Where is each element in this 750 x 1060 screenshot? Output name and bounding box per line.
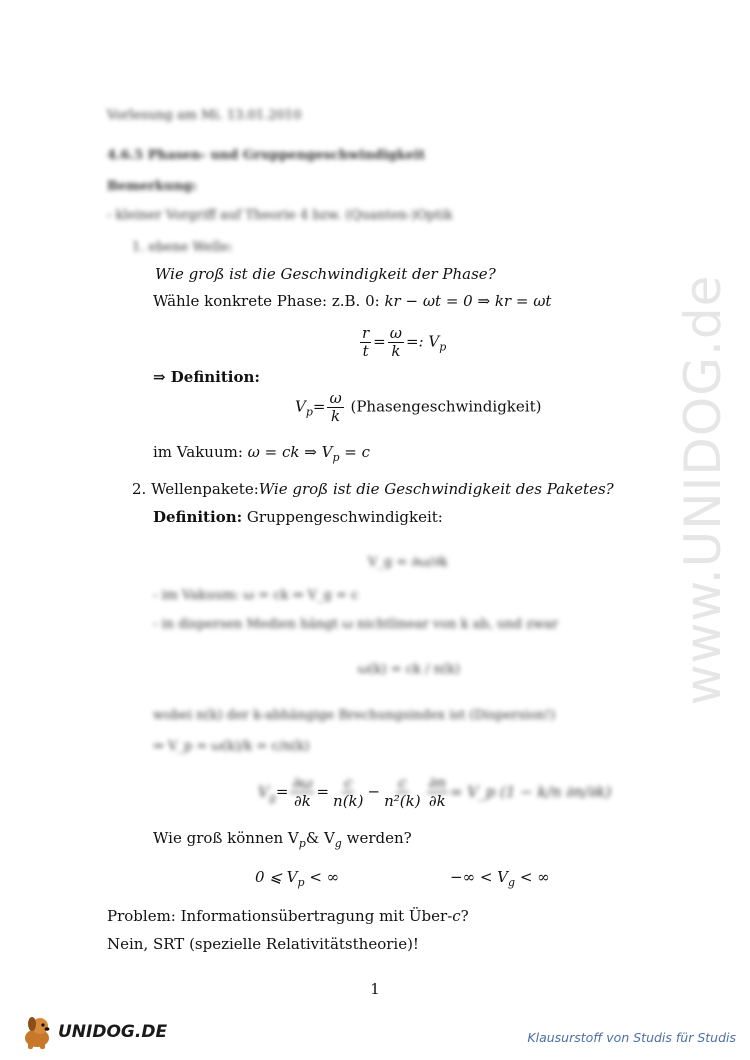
remark-text: - kleiner Vorgriff auf Theorie 4 bzw. (Quanten-)Optik (107, 208, 453, 223)
item2-question: Wie groß ist die Geschwindigkeit des Paketes? (258, 480, 614, 498)
item1-question: Wie groß ist die Geschwindigkeit der Phase? (155, 265, 496, 283)
how-big-line: Wie groß können $V_p\&$ $V_g$ werden? (153, 829, 412, 850)
item2-definition: Definition: Gruppengeschwindigkeit: (153, 508, 443, 526)
ratio-frac-wk: $\frac{\omega}{k}$ (389, 324, 402, 360)
vg-formula: V_g = ∂ω/∂k (368, 555, 448, 570)
ratio-rhs: =: V (405, 332, 440, 351)
dog-icon (20, 1014, 54, 1050)
watermark (648, 240, 750, 740)
footer-tagline: Klausurstoff von Studis für Studis (527, 1030, 736, 1045)
vp-frac: $\frac{\omega}{k}$ (329, 389, 342, 425)
problem-line: Problem: Informationsübertragung mit Über-c? (107, 907, 469, 925)
unidog-logo[interactable] (20, 1012, 167, 1052)
inequality-vp: 0 ⩽ $V_p$ < ∞ (255, 868, 340, 889)
remark-heading: Bemerkung: (107, 179, 197, 194)
choose-text: Wähle konkrete Phase: z.B. 0: (153, 292, 380, 310)
omega-formula: ω(k) = ck / n(k) (358, 662, 460, 677)
watermark-text: www.UNIDOG.de (674, 274, 732, 706)
vp-note: (Phasengeschwindigkeit) (350, 397, 542, 416)
ratio-frac-rt: $\frac{r}{t}$ (362, 324, 370, 360)
item2-line: 2. Wellenpakete:Wie groß ist die Geschwindigkeit des Paketes? (132, 480, 614, 498)
section-title: 4.6.5 Phasen- und Gruppengeschwindigkeit (107, 148, 426, 163)
dispersive-line: - in dispersen Medien hängt ω nichtlinear von k ab, und zwar (153, 617, 559, 632)
item1-choose (153, 291, 551, 311)
ratio-equation: $\frac{r}{t}$ = $\frac{\omega}{k}$ =: $V_p$ (362, 324, 447, 360)
vp-implication: ⇒ V_p = ω(k)/k = c/n(k) (153, 739, 310, 754)
page-number: 1 (370, 980, 380, 998)
vacuum-line: im Vakuum: ω = ck ⇒ $V_p = c$ (153, 443, 371, 464)
item1-label: 1. ebene Welle: (132, 240, 233, 255)
vp-definition: $V_p=$ $\frac{\omega}{k}$ (Phasengeschwindigkeit) (295, 389, 542, 425)
definition-label: ⇒ Definition: (153, 368, 260, 386)
choose-equation: kr − ωt = 0 ⇒ kr = ωt (384, 292, 552, 310)
answer-line: Nein, SRT (spezielle Relativitätstheorie)! (107, 935, 419, 953)
refractive-line: wobei n(k) der k-abhängige Brechungsindex ist (Dispersion!) (153, 708, 556, 723)
vg-long-formula: $V_g=$ $\frac{\partial\omega}{\partial k}$ = $\frac{c}{n(k)}$ − $\frac{c}{\text{n²(k)}}$ $\frac{\partial n}{\partial k}$ = V_p (1 − k/n ∂n/∂k) (258, 774, 612, 810)
logo-text: UNIDOG.DE (58, 1022, 168, 1042)
vacuum-vg-line: - im Vakuum: ω = ck ⇒ V_g = c (153, 588, 359, 603)
lecture-date: Vorlesung am Mi. 13.01.2010 (107, 108, 302, 123)
inequality-vg: −∞ < $V_g$ < ∞ (450, 868, 550, 889)
